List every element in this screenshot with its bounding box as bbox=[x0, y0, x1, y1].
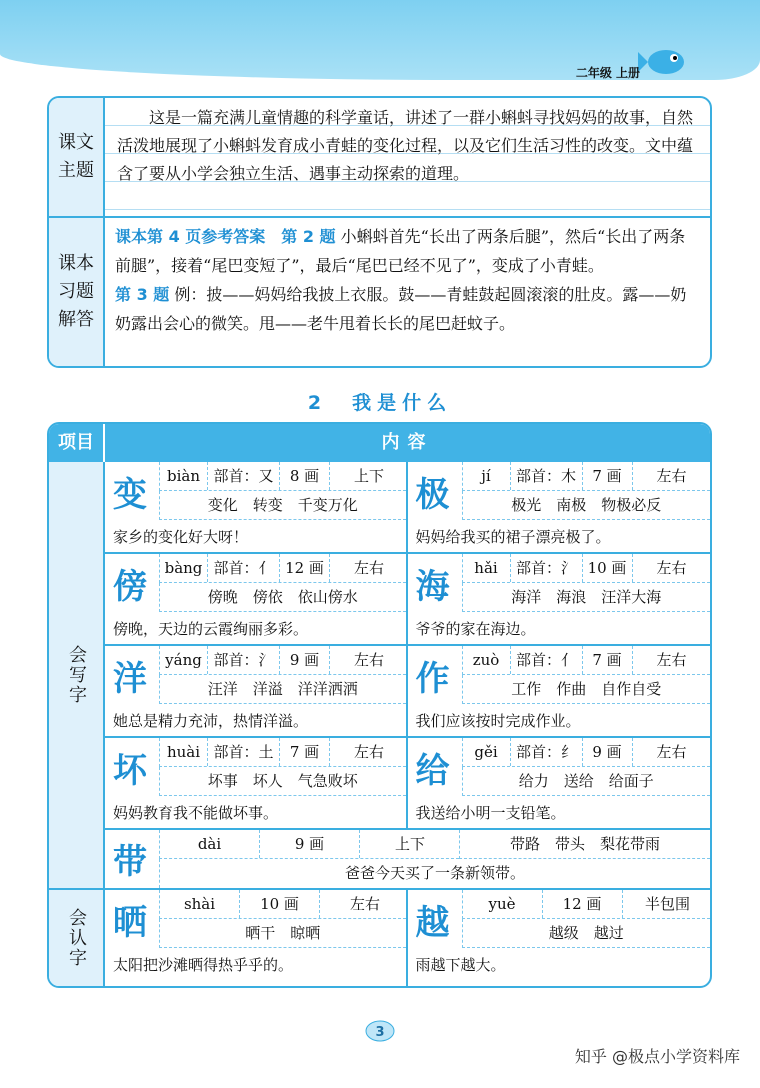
char-info bbox=[159, 554, 406, 583]
char-strokes: 9 画 bbox=[260, 830, 360, 858]
character: 洋 bbox=[113, 658, 147, 699]
exercise-answers bbox=[105, 218, 710, 366]
char-words: 海洋 海浪 汪洋大海 bbox=[462, 583, 711, 612]
character: 带 bbox=[113, 841, 147, 882]
char-info bbox=[159, 830, 459, 859]
char-structure: 左右 bbox=[353, 559, 384, 577]
char-structure: 左右 bbox=[656, 651, 687, 669]
char-cell bbox=[105, 462, 408, 554]
char-pinyin: jí bbox=[463, 462, 511, 490]
page-number-badge bbox=[360, 1018, 400, 1044]
char-structure: 左右 bbox=[656, 743, 687, 761]
char-radical: 部首：氵 bbox=[511, 554, 583, 582]
char-strokes: 10 画 bbox=[583, 554, 633, 582]
char-radical: 部首：亻 bbox=[208, 554, 280, 582]
char-radical: 部首：土 bbox=[208, 738, 280, 766]
lesson-title: 2 我是什么 bbox=[307, 392, 453, 414]
char-info bbox=[159, 462, 406, 491]
char-structure: 上下 bbox=[394, 835, 425, 853]
grade-label: 二年级 上册 bbox=[575, 66, 640, 80]
char-structure: 左右 bbox=[656, 467, 687, 485]
character: 坏 bbox=[113, 750, 147, 791]
char-pinyin: biàn bbox=[160, 462, 208, 490]
char-sentence: 她总是精力充沛，热情洋溢。 bbox=[113, 712, 309, 730]
char-cell bbox=[408, 462, 711, 554]
page-number: 3 bbox=[375, 1025, 385, 1040]
char-words: 变化 转变 千变万化 bbox=[159, 491, 406, 520]
character: 作 bbox=[415, 658, 450, 699]
char-sentence: 家乡的变化好大呀！ bbox=[113, 528, 249, 546]
char-strokes: 8 画 bbox=[280, 462, 330, 490]
char-sentence: 妈妈给我买的裙子漂亮极了。 bbox=[415, 528, 611, 546]
char-cell bbox=[408, 890, 711, 986]
char-radical: 部首：纟 bbox=[511, 738, 583, 766]
char-info bbox=[462, 738, 711, 767]
exercise-label: 课本习题解答 bbox=[49, 218, 105, 366]
category-write: 会写字 bbox=[49, 462, 105, 890]
character: 越 bbox=[415, 902, 450, 943]
answer-q2: 小蝌蚪首先“长出了两条后腿”，然后“长出了两条前腿”，接着“尾巴变短了”，最后“尾巴已经不见了”，变成了小青蛙。 bbox=[115, 227, 686, 275]
watermark-credit: 知乎 @极点小学资料库 bbox=[574, 1047, 740, 1066]
char-pinyin: yáng bbox=[160, 646, 208, 674]
char-strokes: 12 画 bbox=[543, 890, 623, 918]
char-info bbox=[462, 554, 711, 583]
char-strokes: 9 画 bbox=[583, 738, 633, 766]
char-pinyin: zuò bbox=[463, 646, 511, 674]
char-sentence: 爷爷的家在海边。 bbox=[415, 620, 536, 638]
character: 晒 bbox=[113, 902, 147, 943]
char-info bbox=[462, 462, 711, 491]
char-structure: 左右 bbox=[656, 559, 687, 577]
char-words: 极光 南极 物极必反 bbox=[462, 491, 711, 520]
character: 变 bbox=[113, 474, 147, 515]
character-table bbox=[47, 422, 712, 988]
char-cell bbox=[105, 554, 408, 646]
lesson-summary-table bbox=[47, 96, 712, 368]
char-pinyin: dài bbox=[160, 830, 260, 858]
char-pinyin: huài bbox=[160, 738, 208, 766]
char-strokes: 12 画 bbox=[280, 554, 330, 582]
char-strokes: 9 画 bbox=[280, 646, 330, 674]
char-sentence: 傍晚，天边的云霞绚丽多彩。 bbox=[113, 620, 309, 638]
char-structure: 上下 bbox=[353, 467, 384, 485]
char-words: 带路 带头 梨花带雨 bbox=[459, 830, 710, 859]
char-radical: 部首：氵 bbox=[208, 646, 280, 674]
character: 傍 bbox=[113, 566, 147, 607]
char-strokes: 7 画 bbox=[583, 462, 633, 490]
header-content: 内容 bbox=[381, 432, 434, 453]
char-cell bbox=[408, 738, 711, 830]
char-strokes: 7 画 bbox=[583, 646, 633, 674]
char-words: 晒干 晾晒 bbox=[159, 919, 406, 948]
char-structure: 左右 bbox=[353, 743, 384, 761]
character: 极 bbox=[415, 474, 450, 515]
char-radical: 部首：亻 bbox=[511, 646, 583, 674]
char-sentence: 太阳把沙滩晒得热乎乎的。 bbox=[113, 956, 294, 974]
char-words: 给力 送给 给面子 bbox=[462, 767, 711, 796]
character: 海 bbox=[415, 566, 450, 607]
char-words: 工作 作曲 自作自受 bbox=[462, 675, 711, 704]
char-sentence: 我们应该按时完成作业。 bbox=[415, 712, 581, 730]
char-info bbox=[462, 890, 711, 919]
table-header bbox=[49, 424, 710, 462]
char-pinyin: shài bbox=[160, 890, 240, 918]
char-strokes: 7 画 bbox=[280, 738, 330, 766]
char-structure: 半包围 bbox=[644, 895, 690, 913]
answer-title: 课本第 4 页参考答案 第 2 题 bbox=[115, 227, 336, 246]
char-sentence: 雨越下越大。 bbox=[415, 956, 506, 974]
char-cell bbox=[105, 646, 408, 738]
char-radical: 部首：又 bbox=[208, 462, 280, 490]
char-pinyin: hǎi bbox=[463, 554, 511, 582]
char-cell bbox=[408, 554, 711, 646]
char-words: 坏事 坏人 气急败坏 bbox=[159, 767, 406, 796]
char-sentence: 妈妈教育我不能做坏事。 bbox=[113, 804, 279, 822]
character: 给 bbox=[415, 750, 450, 791]
char-words: 越级 越过 bbox=[462, 919, 711, 948]
answer-q3: 例：披——妈妈给我披上衣服。鼓——青蛙鼓起圆滚滚的肚皮。露——奶奶露出会心的微笑。甩——老牛甩着长长的尾巴赶蚊子。 bbox=[115, 285, 687, 333]
header-item: 项目 bbox=[49, 424, 105, 462]
char-radical: 部首：木 bbox=[511, 462, 583, 490]
category-read: 会认字 bbox=[49, 890, 105, 986]
char-pinyin: yuè bbox=[463, 890, 543, 918]
char-words: 傍晚 傍依 依山傍水 bbox=[159, 583, 406, 612]
char-structure: 左右 bbox=[353, 651, 384, 669]
char-info bbox=[462, 646, 711, 675]
char-strokes: 10 画 bbox=[240, 890, 320, 918]
char-info bbox=[159, 890, 406, 919]
char-cell bbox=[408, 646, 711, 738]
char-sentence: 爸爸今天买了一条新领带。 bbox=[159, 859, 710, 888]
char-cell bbox=[105, 890, 408, 986]
q3-title: 第 3 题 bbox=[115, 285, 170, 304]
char-info bbox=[159, 738, 406, 767]
char-pinyin: bàng bbox=[160, 554, 208, 582]
theme-text: 这是一篇充满儿童情趣的科学童话，讲述了一群小蝌蚪寻找妈妈的故事，自然活泼地展现了小蝌蚪发育成小青蛙的变化过程，以及它们生活习性的改变。文中蕴含了要从小学会独立生活、遇事主动探索的道理。 bbox=[105, 98, 710, 218]
theme-label: 课文主题 bbox=[49, 98, 105, 218]
char-cell-wide bbox=[105, 830, 710, 890]
char-words: 汪洋 洋溢 洋洋洒洒 bbox=[159, 675, 406, 704]
char-pinyin: gěi bbox=[463, 738, 511, 766]
char-cell bbox=[105, 738, 408, 830]
char-structure: 左右 bbox=[349, 895, 380, 913]
fish-mascot-icon bbox=[638, 40, 688, 80]
char-info bbox=[159, 646, 406, 675]
char-sentence: 我送给小明一支铅笔。 bbox=[415, 804, 566, 822]
